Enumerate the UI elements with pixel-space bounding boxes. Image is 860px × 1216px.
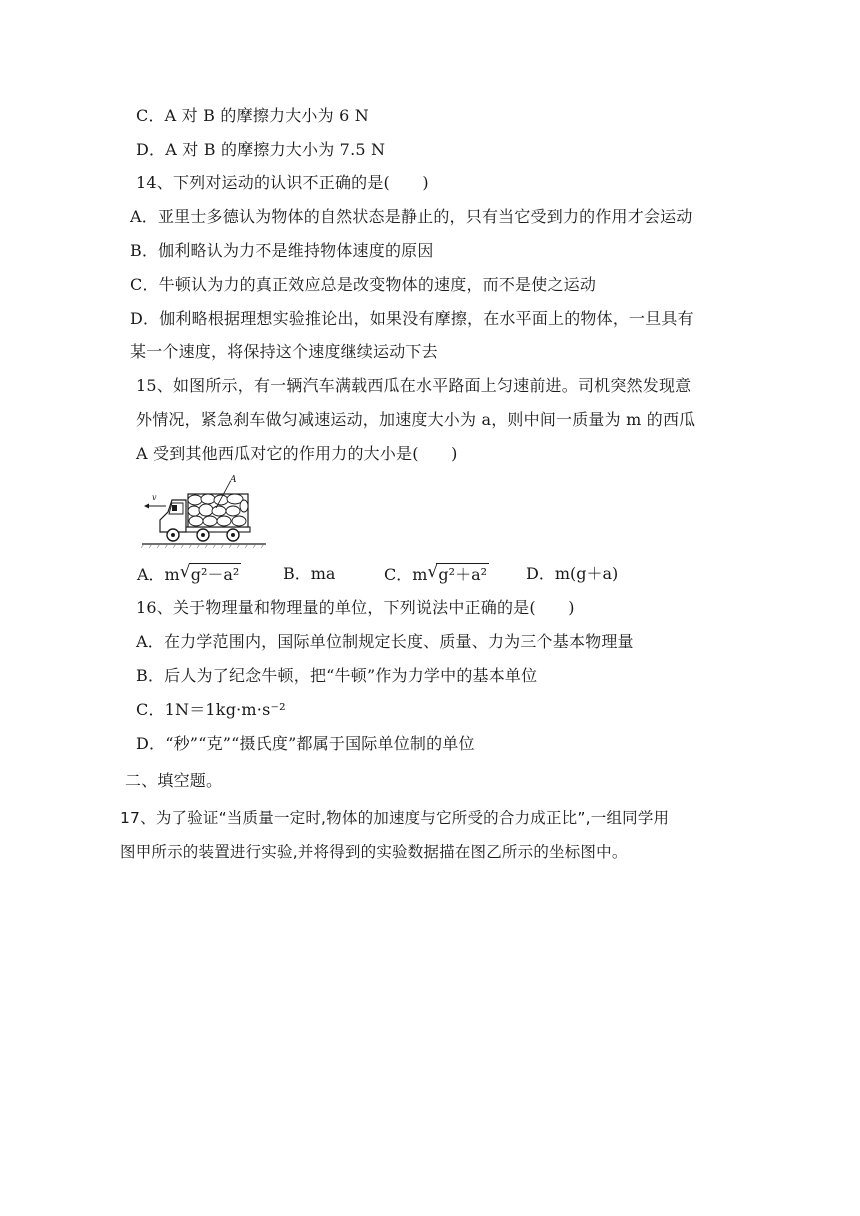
q14-option-d-line2: 某一个速度，将保持这个速度继续运动下去 <box>130 342 438 361</box>
q15-stem-line2: 外情况，紧急刹车做匀减速运动，加速度大小为 a，则中间一质量为 m 的西瓜 <box>136 410 696 429</box>
q14-option-d-line1: D．伽利略根据理想实验推论出，如果没有摩擦，在水平面上的物体，一旦具有 <box>130 309 694 328</box>
q17-line1: 17、为了验证“当质量一定时,物体的加速度与它所受的合力成正比”,一组同学用 <box>120 809 670 827</box>
truck-watermelon-figure <box>140 472 268 550</box>
q15-option-c-prefix: C．m <box>384 565 428 584</box>
q15-option-a-radicand: √ g²－a² <box>189 563 242 586</box>
q14-option-c: C．牛顿认为力的真正效应总是改变物体的速度，而不是使之运动 <box>130 275 597 294</box>
q17-line2: 图甲所示的装置进行实验,并将得到的实验数据描在图乙所示的坐标图中。 <box>120 843 628 861</box>
q13-option-c: C．A 对 B 的摩擦力大小为 6 N <box>136 106 369 125</box>
q13-option-d: D．A 对 B 的摩擦力大小为 7.5 N <box>136 140 386 159</box>
q15-option-b: B．ma <box>283 564 336 583</box>
velocity-label: v <box>152 493 157 502</box>
q16-option-a: A．在力学范围内，国际单位制规定长度、质量、力为三个基本物理量 <box>136 632 634 651</box>
section-heading-fill-in: 二、填空题。 <box>125 771 223 790</box>
q15-option-a-prefix: A．m <box>137 565 180 584</box>
q15-option-a <box>137 563 241 586</box>
q16-option-c: C．1N＝1kg·m·s⁻² <box>136 700 286 719</box>
watermelon-a-label: A <box>230 475 237 485</box>
q15-stem-line3: A 受到其他西瓜对它的作用力的大小是( ) <box>136 444 458 463</box>
q16-option-b: B．后人为了纪念牛顿，把“牛顿”作为力学中的基本单位 <box>136 666 538 685</box>
q15-option-c-radicand: √ g²＋a² <box>436 563 489 586</box>
q14-option-b: B．伽利略认为力不是维持物体速度的原因 <box>130 241 434 260</box>
q15-option-d: D．m(g＋a) <box>526 564 619 583</box>
q14-option-a: A．亚里士多德认为物体的自然状态是静止的，只有当它受到力的作用才会运动 <box>130 207 693 226</box>
q15-option-c <box>384 563 489 586</box>
q15-stem-line1: 15、如图所示，有一辆汽车满载西瓜在水平路面上匀速前进。司机突然发现意 <box>136 376 692 395</box>
q16-option-d: D．“秒”“克”“摄氏度”都属于国际单位制的单位 <box>136 734 475 753</box>
q16-stem: 16、关于物理量和物理量的单位，下列说法中正确的是( ) <box>136 598 575 617</box>
q14-stem: 14、下列对运动的认识不正确的是( ) <box>136 173 429 192</box>
